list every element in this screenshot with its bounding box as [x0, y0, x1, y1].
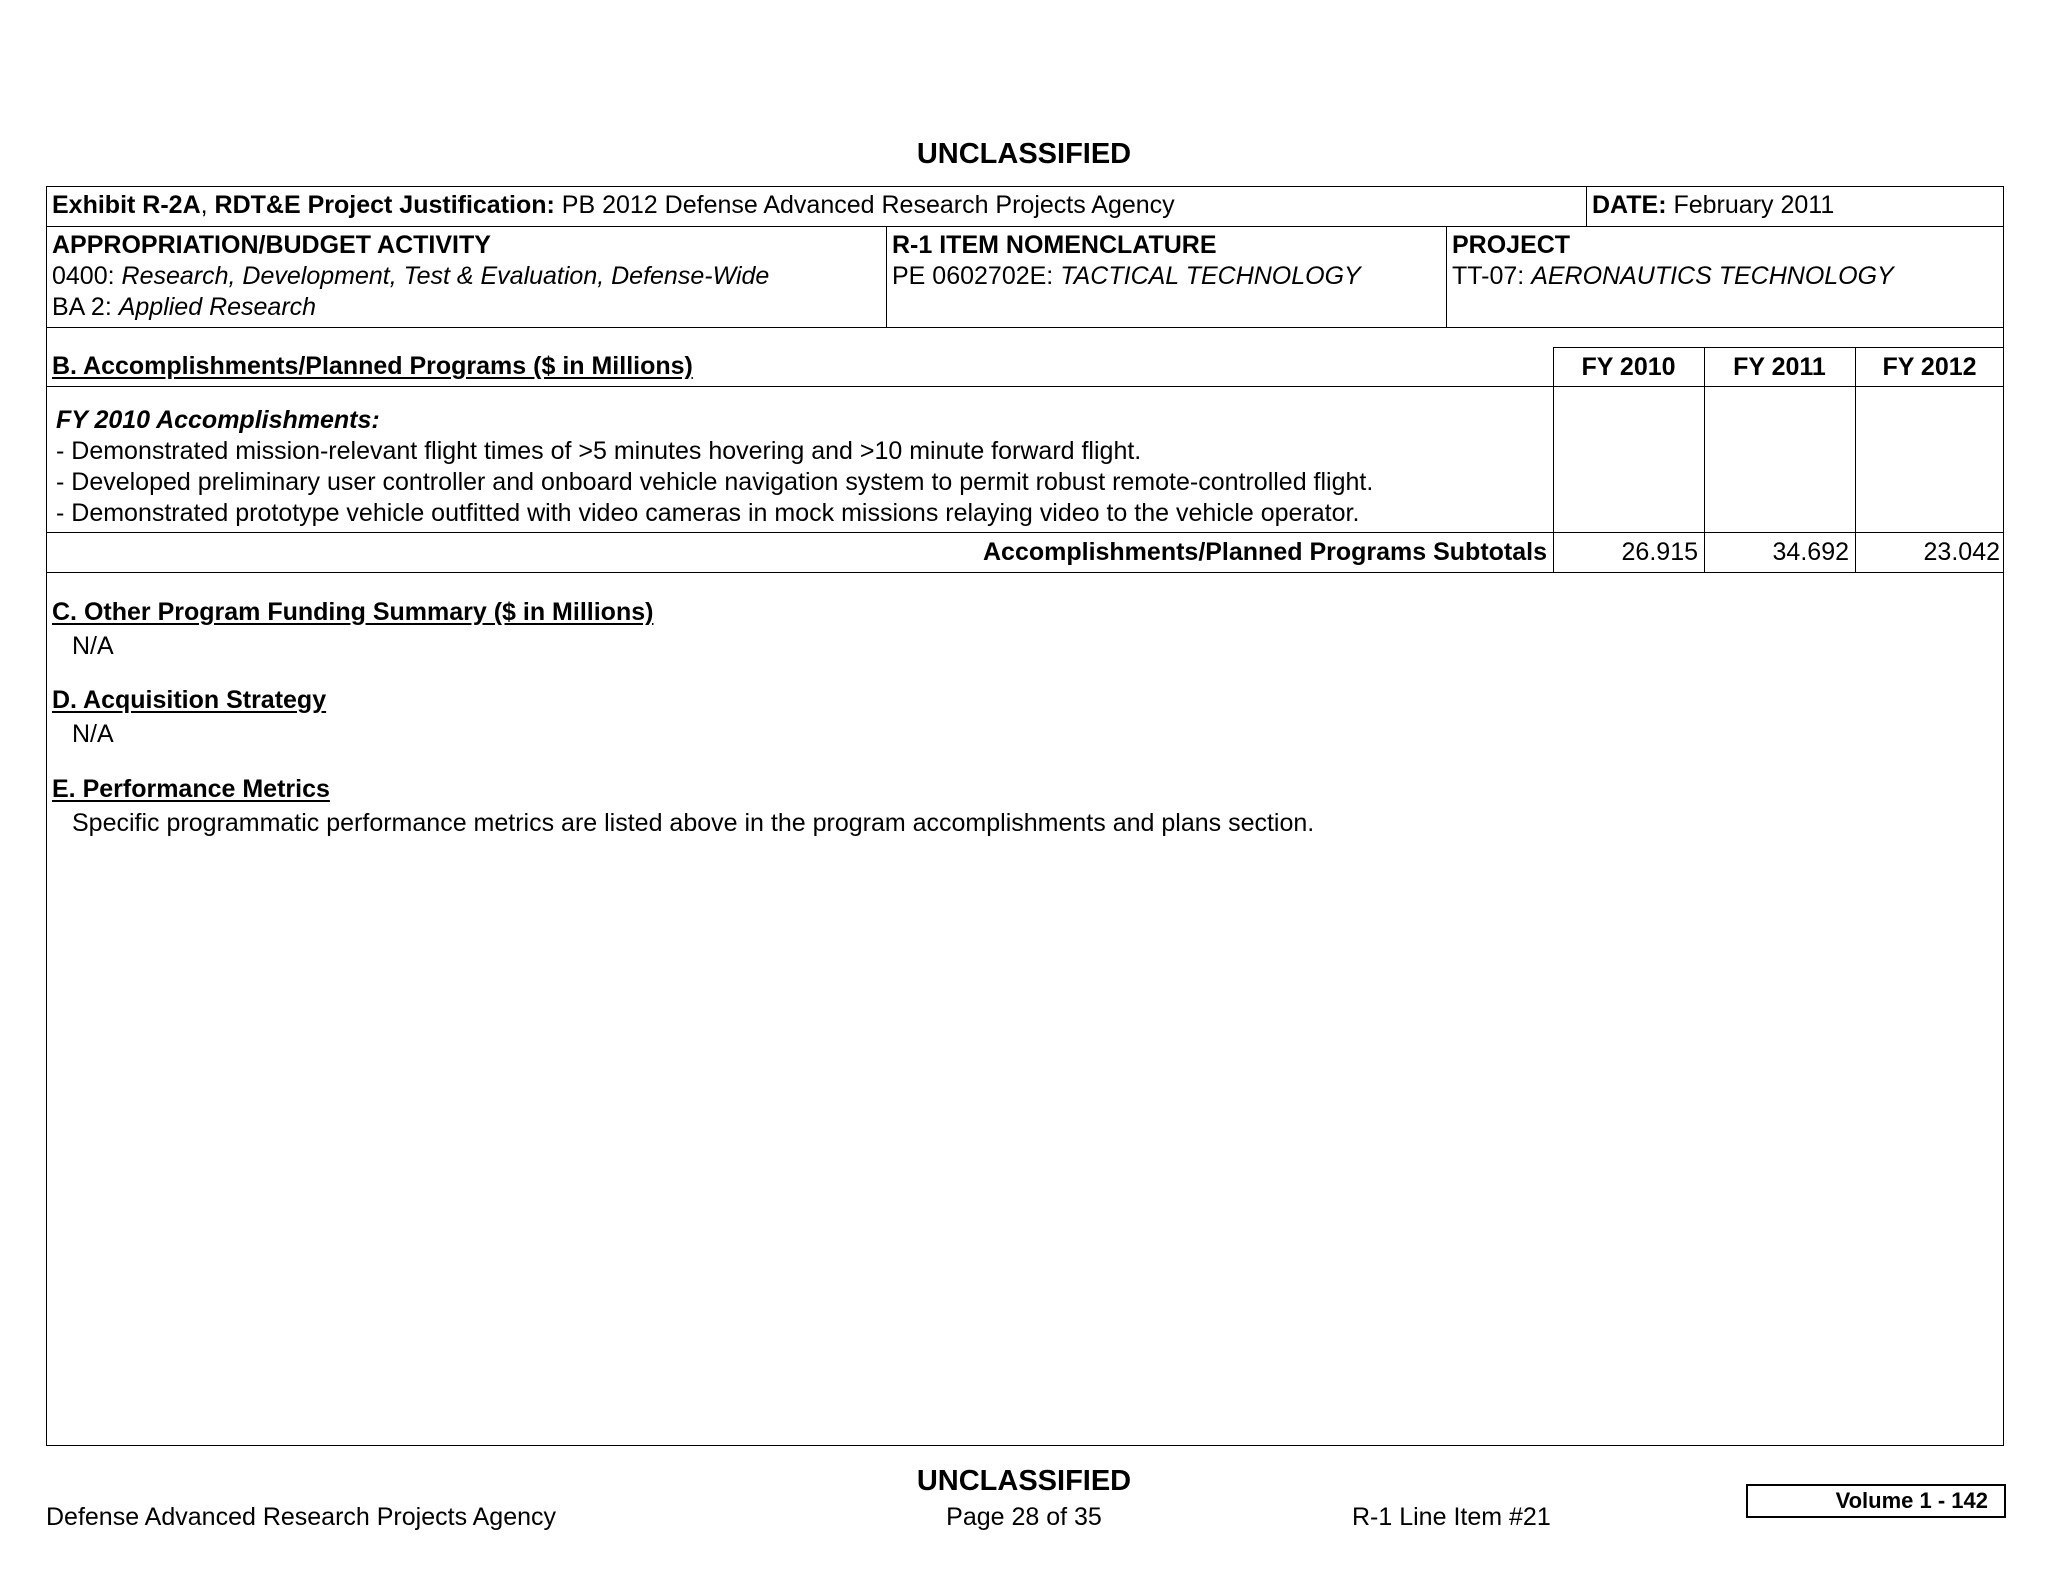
- budget-activity-line: [52, 292, 316, 322]
- footer-volume: Volume 1 - 142: [1835, 1488, 1988, 1513]
- exhibit-header: [52, 190, 1175, 220]
- date-field: [1592, 190, 1834, 220]
- divider-r1: [886, 226, 887, 327]
- subtotal-fy2010: 26.915: [1621, 538, 1698, 566]
- column-header-fy2011: FY 2011: [1733, 353, 1826, 381]
- divider-subtotals-bottom: [46, 572, 2004, 573]
- subtotal-fy2011: 34.692: [1772, 538, 1849, 566]
- section-c-text: N/A: [72, 632, 114, 660]
- classification-bottom: UNCLASSIFIED: [916, 1465, 1132, 1497]
- divider-fy-bottom: [46, 386, 2004, 387]
- appropriation-line1: [52, 261, 769, 291]
- accomplishment-bullet: - Developed preliminary user controller and onboard vehicle navigation system to permit robust remote-controlled flight.: [56, 468, 1374, 496]
- budget-activity-value: Applied Research: [118, 293, 317, 321]
- section-d-text: N/A: [72, 720, 114, 748]
- exhibit-value: PB 2012 Defense Advanced Research Projects Agency: [554, 191, 1175, 219]
- section-c-title: C. Other Program Funding Summary ($ in Millions): [52, 598, 654, 626]
- footer-agency: Defense Advanced Research Projects Agency: [46, 1503, 557, 1531]
- classification-top: UNCLASSIFIED: [916, 138, 1132, 170]
- section-b-title: B. Accomplishments/Planned Programs ($ in Millions): [52, 352, 693, 380]
- footer-page-number: Page 28 of 35: [946, 1503, 1102, 1531]
- budget-activity-code: BA 2:: [52, 293, 119, 321]
- section-d-title: D. Acquisition Strategy: [52, 686, 327, 714]
- footer-line-item: R-1 Line Item #21: [1352, 1503, 1551, 1531]
- appropriation-code: 0400:: [52, 262, 122, 290]
- divider-fy-top: [1553, 347, 2004, 348]
- accomplishments-heading: FY 2010 Accomplishments:: [56, 406, 380, 434]
- subtotals-label: Accomplishments/Planned Programs Subtotals: [982, 538, 1547, 566]
- footer-volume-box: [1746, 1484, 2006, 1518]
- divider-info: [46, 327, 2004, 328]
- date-label: DATE:: [1592, 191, 1667, 219]
- exhibit-label: Exhibit R-2A: [52, 191, 201, 219]
- project-label: PROJECT: [1452, 231, 1571, 259]
- project-code: TT-07:: [1452, 262, 1532, 290]
- divider-header: [46, 226, 2004, 227]
- r1-item-line: [892, 261, 1361, 291]
- accomplishment-bullet: - Demonstrated mission-relevant flight times of >5 minutes hovering and >10 minute forward flight.: [56, 437, 1142, 465]
- project-value: AERONAUTICS TECHNOLOGY: [1531, 262, 1894, 290]
- appropriation-label: APPROPRIATION/BUDGET ACTIVITY: [52, 231, 491, 259]
- column-header-fy2010: FY 2010: [1581, 353, 1676, 381]
- r1-item-code: PE 0602702E:: [892, 262, 1061, 290]
- date-value: February 2011: [1666, 191, 1835, 219]
- exhibit-sep: ,: [200, 191, 215, 219]
- accomplishment-bullet: - Demonstrated prototype vehicle outfitted with video cameras in mock missions relaying video to the vehicle operator.: [56, 499, 1360, 527]
- section-e-text: Specific programmatic performance metrics are listed above in the program accomplishments and plans section.: [72, 809, 1315, 837]
- divider-subtotals-top: [46, 532, 2004, 533]
- section-e-title: E. Performance Metrics: [52, 775, 330, 803]
- project-line: [1452, 261, 1894, 291]
- appropriation-value: Research, Development, Test & Evaluation, Defense-Wide: [121, 262, 770, 290]
- subtotal-fy2012: 23.042: [1923, 538, 2000, 566]
- divider-date: [1586, 186, 1587, 226]
- column-header-fy2012: FY 2012: [1882, 353, 1977, 381]
- r1-item-value: TACTICAL TECHNOLOGY: [1060, 262, 1361, 290]
- r1-item-label: R-1 ITEM NOMENCLATURE: [892, 231, 1217, 259]
- exhibit-title: RDT&E Project Justification:: [214, 191, 555, 219]
- divider-project: [1446, 226, 1447, 327]
